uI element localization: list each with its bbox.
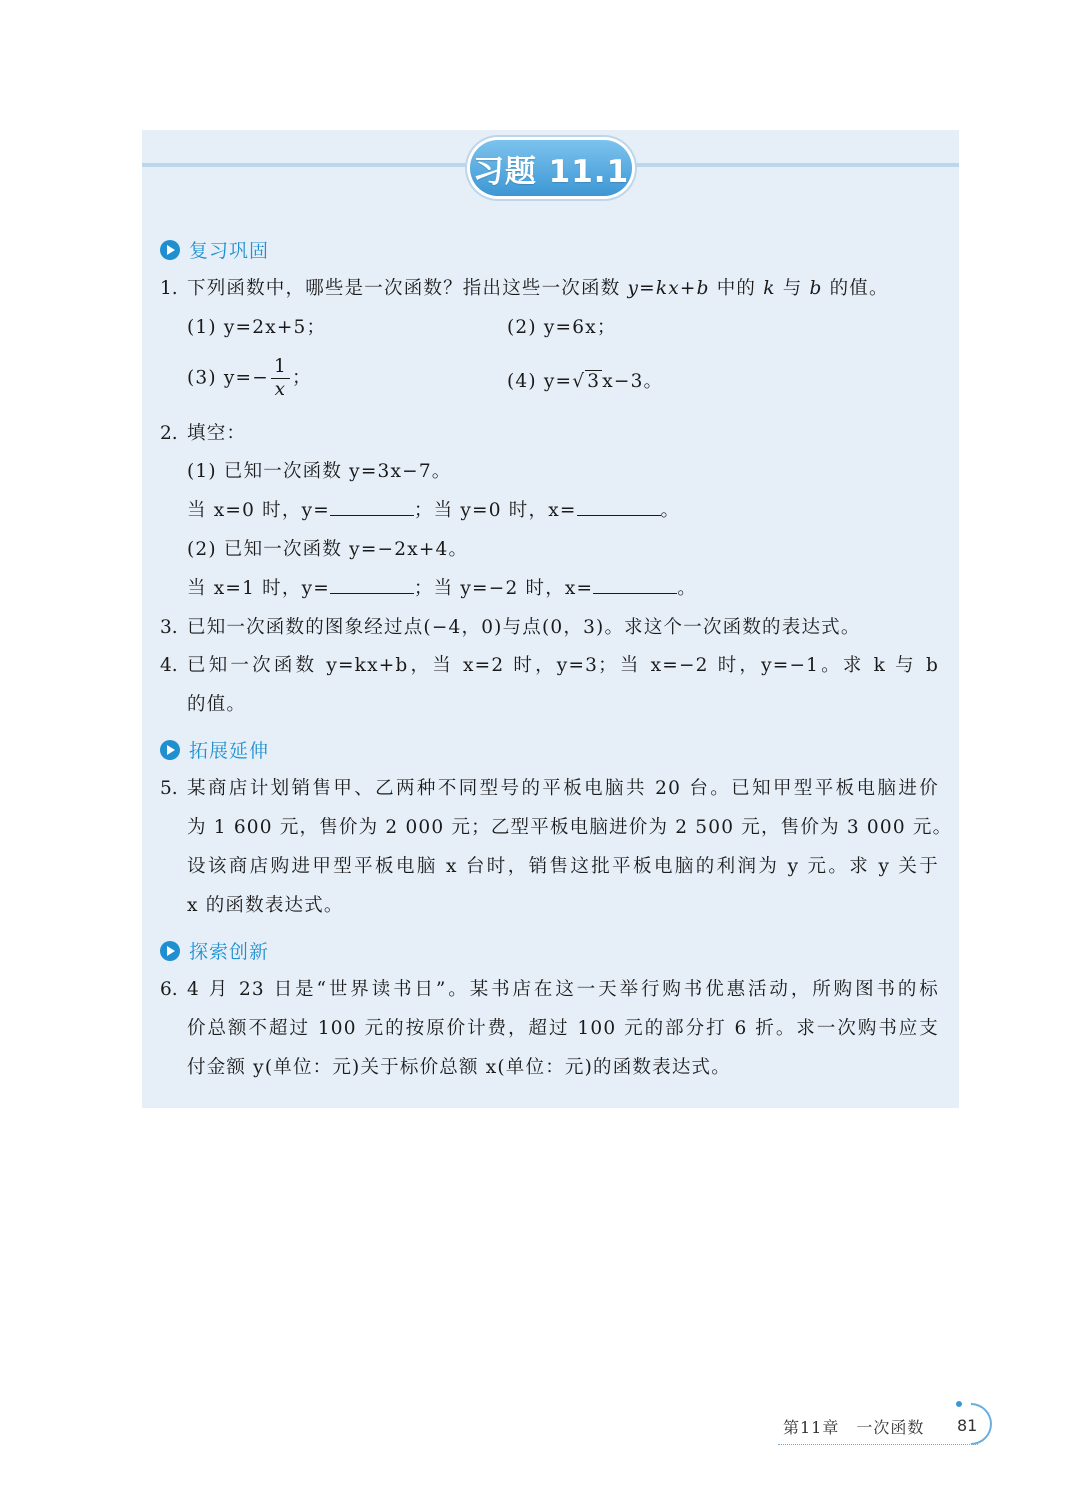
question-5-line-2: 为 1 600 元，售价为 2 000 元；乙型平板电脑进价为 2 500 元，售价为 3 000 元。 [187, 817, 953, 838]
question-6-line-2: 价总额不超过 100 元的按原价计费，超过 100 元的部分打 6 折。求一次购书应支 [187, 1018, 939, 1039]
answer-blank[interactable] [593, 576, 677, 594]
question-6-line-3: 付金额 y(单位：元)关于标价总额 x(单位：元)的函数表达式。 [187, 1057, 731, 1078]
question-1-item-2: (2) y=6x； [507, 317, 617, 338]
question-4-line-2: 的值。 [187, 694, 247, 715]
question-5-line-1: 某商店计划销售甲、乙两种不同型号的平板电脑共 20 台。已知甲型平板电脑进价 [187, 778, 939, 799]
question-number: 3. [160, 617, 178, 638]
question-1-item-3: (3) y=− $\frac{1}{x}$ ； [187, 356, 312, 400]
play-icon [160, 240, 180, 260]
question-1-stem: 下列函数中，哪些是一次函数？指出这些一次函数 y=kx+b 中的 k 与 b 的值。 [187, 278, 889, 299]
question-number: 4. [160, 655, 178, 676]
footer-dotted-rule [778, 1444, 978, 1445]
question-number: 6. [160, 979, 178, 1000]
section-extend [160, 736, 269, 763]
question-5-line-3: 设该商店购进甲型平板电脑 x 台时，销售这批平板电脑的利润为 y 元。求 y 关于 [187, 856, 939, 877]
answer-blank[interactable] [330, 498, 414, 516]
section-title: 复习巩固 [189, 240, 270, 262]
question-number: 1. [160, 278, 178, 299]
question-2-stem: 填空： [187, 423, 247, 444]
question-4-line-1: 已知一次函数 y=kx+b，当 x=2 时，y=3；当 x=−2 时，y=−1。求 k 与 b [187, 655, 939, 676]
question-2-part-2: (2) 已知一次函数 y=−2x+4。 [187, 539, 469, 560]
question-number: 2. [160, 423, 178, 444]
fraction: $\frac{1}{x}$ [271, 356, 290, 401]
page-number: 81 [957, 1416, 978, 1435]
section-title: 拓展延伸 [189, 740, 270, 762]
question-1-item-1: (1) y=2x+5； [187, 317, 327, 338]
exercise-title: 习题 11.1 [472, 153, 630, 190]
question-3-text: 已知一次函数的图象经过点(−4，0)与点(0，3)。求这个一次函数的表达式。 [187, 617, 861, 638]
question-2-part-1: (1) 已知一次函数 y=3x−7。 [187, 461, 452, 482]
sqrt-radicand: 3 [587, 371, 601, 392]
play-icon [160, 941, 180, 961]
section-title: 探索创新 [189, 941, 270, 963]
question-2-fill-2: 当 x=1 时，y= ；当 y=−2 时，x= 。 [187, 578, 697, 599]
answer-blank[interactable] [330, 576, 414, 594]
question-2-fill-1: 当 x=0 时，y= ；当 y=0 时，x= 。 [187, 500, 681, 521]
page-corner-dot [956, 1401, 962, 1407]
question-1-item-4: (4) y=√ 3 x−3。 [507, 371, 664, 392]
question-5-line-4: x 的函数表达式。 [187, 895, 344, 916]
title-badge [470, 140, 632, 196]
question-number: 5. [160, 778, 178, 799]
section-explore [160, 937, 269, 964]
answer-blank[interactable] [577, 498, 661, 516]
chapter-label: 第11章 一次函数 [783, 1418, 925, 1437]
question-6-line-1: 4 月 23 日是“世界读书日”。某书店在这一天举行购书优惠活动，所购图书的标 [187, 979, 939, 1000]
section-review [160, 236, 269, 263]
play-icon [160, 740, 180, 760]
